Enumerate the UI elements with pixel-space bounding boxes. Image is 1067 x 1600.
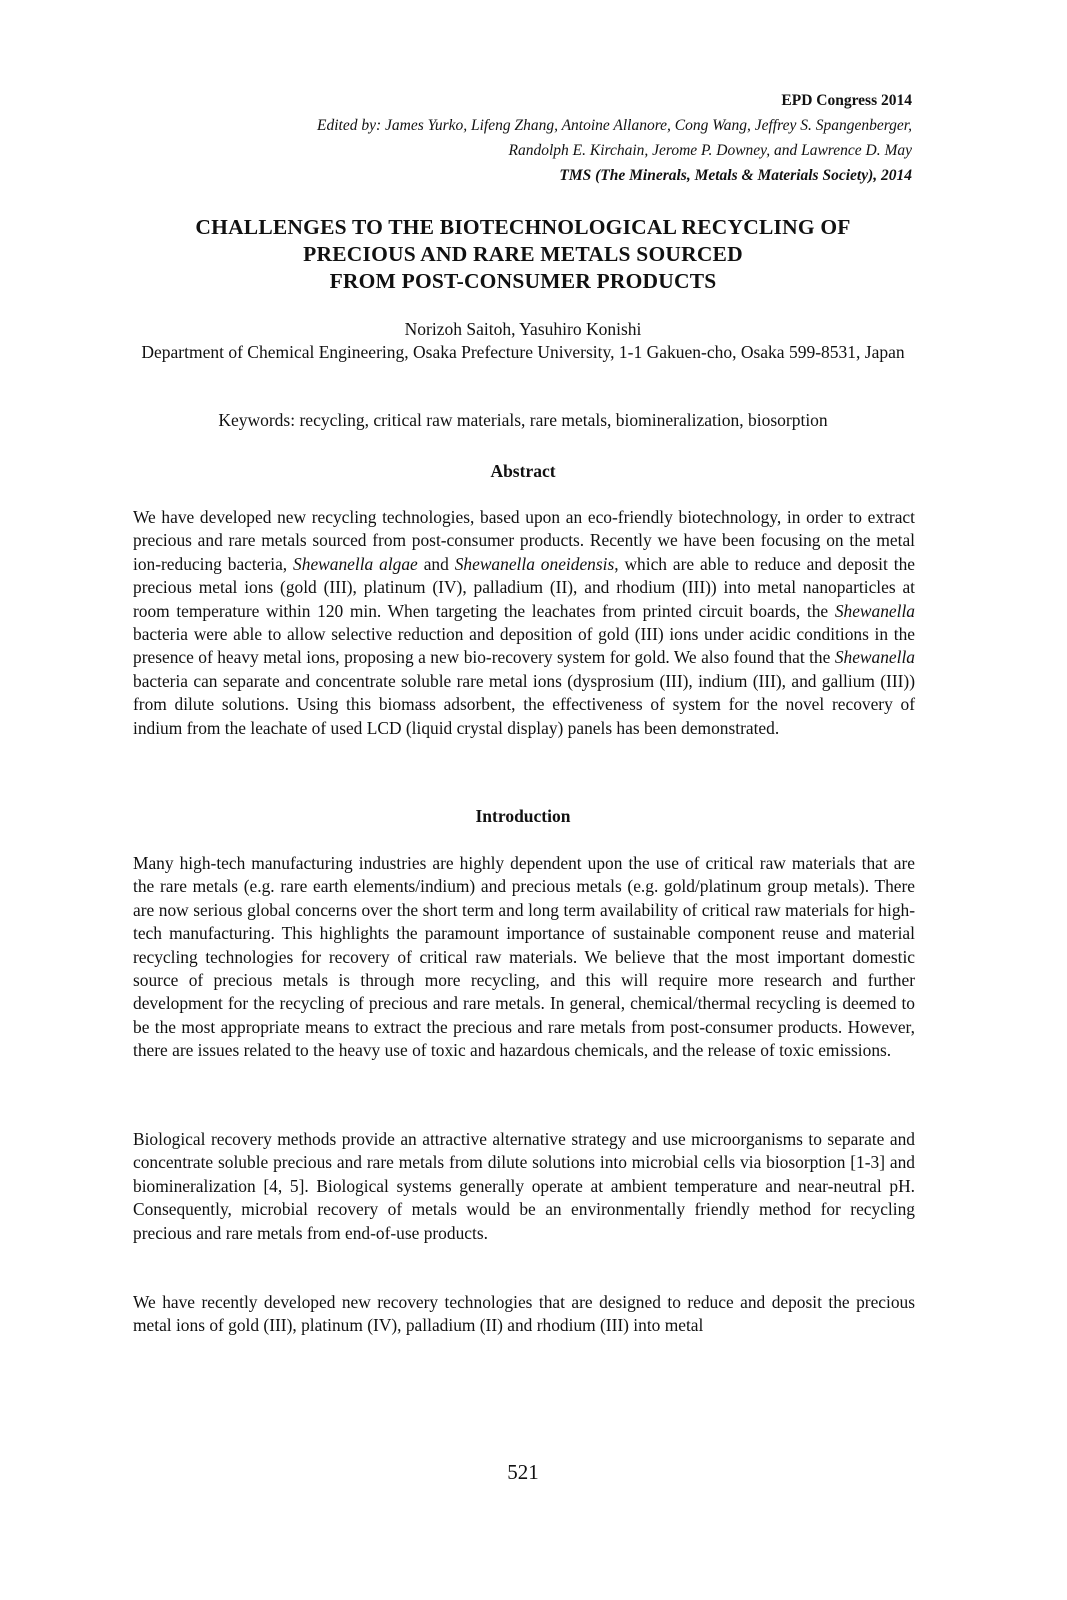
abstract-text	[133, 506, 915, 740]
introduction-heading: Introduction	[475, 806, 571, 826]
abstract-text-part: bacteria were able to allow selective reduction and deposition of gold (III) ions under acidic conditions in the presence of heavy metal ions, proposing a new bio-recovery system for gold. We also found that the	[133, 624, 915, 668]
editors-line-2: Randolph E. Kirchain, Jerome P. Downey, and Lawrence D. May	[508, 142, 912, 159]
abstract-text-part: , which are able to reduce and deposit the precious metal ions (gold (III), platinum (IV), palladium (II), and rhodium (III)) into metal nanoparticles at room temperature within 120 min. When targeting the leachates from printed circuit boards, the	[133, 553, 915, 621]
genus-name: Shewanella	[834, 647, 915, 668]
author-names: Norizoh Saitoh, Yasuhiro Konishi	[404, 319, 642, 339]
paper-title	[133, 214, 913, 295]
abstract-text-part: We have developed new recycling technologies, based upon an eco-friendly biotechnology, in order to extract precious and rare metals sourced from post-consumer products. Recently we have been focusing on the metal ion-reducing bacteria,	[133, 507, 915, 574]
title-line-2: PRECIOUS AND RARE METALS SOURCED	[303, 242, 743, 266]
title-line-1: CHALLENGES TO THE BIOTECHNOLOGICAL RECYCLING OF	[195, 215, 851, 239]
conference-name: EPD Congress 2014	[781, 92, 912, 109]
editors-line-1: Edited by: James Yurko, Lifeng Zhang, Antoine Allanore, Cong Wang, Jeffrey S. Spangenberger,	[317, 117, 912, 134]
genus-name: Shewanella	[834, 600, 915, 621]
conference-header	[152, 88, 912, 188]
author-block	[133, 318, 913, 364]
species-name: Shewanella algae	[293, 553, 418, 574]
abstract-text-part: bacteria can separate and concentrate soluble rare metal ions (dysprosium (III), indium (III), and gallium (III)) from dilute solutions. Using this biomass adsorbent, the effectiveness of system for the novel recovery of indium from the leachate of used LCD (liquid crystal display) panels has been demonstrated.	[133, 670, 915, 738]
publisher-line: TMS (The Minerals, Metals & Materials Society), 2014	[559, 167, 912, 184]
page-number: 521	[507, 1460, 539, 1484]
abstract-text-part: and	[417, 553, 455, 574]
species-name: Shewanella oneidensis	[454, 553, 615, 574]
intro-paragraph-3: We have recently developed new recovery technologies that are designed to reduce and deposit the precious metal ions of gold (III), platinum (IV), palladium (II) and rhodium (III) into metal	[133, 1292, 915, 1336]
author-affiliation: Department of Chemical Engineering, Osaka Prefecture University, 1-1 Gakuen-cho, Osaka 599-8531, Japan	[141, 342, 905, 362]
title-line-3: FROM POST-CONSUMER PRODUCTS	[329, 269, 717, 293]
intro-paragraph-1: Many high-tech manufacturing industries are highly dependent upon the use of critical raw materials that are the rare metals (e.g. rare earth elements/indium) and precious metals (e.g. gold/platinum group metals). There are now serious global concerns over the short term and long term availability of critical raw materials for high-tech manufacturing. This highlights the paramount importance of sustainable component reuse and material recycling technologies for recovery of critical raw materials. We believe that the most important domestic source of precious metals is through more recycling, and this will require more research and further development for the recycling of precious and rare metals. In general, chemical/thermal recycling is deemed to be the most appropriate means to extract the precious and rare metals from post-consumer products. However, there are issues related to the heavy use of toxic and hazardous chemicals, and the release of toxic emissions.	[133, 853, 915, 1061]
abstract-heading: Abstract	[490, 461, 556, 481]
intro-paragraph-2: Biological recovery methods provide an attractive alternative strategy and use microorganisms to separate and concentrate soluble precious and rare metals from dilute solutions into microbial cells via biosorption [1-3] and biomineralization [4, 5]. Biological systems generally operate at ambient temperature and near-neutral pH. Consequently, microbial recovery of metals would be an environmentally friendly method for recycling precious and rare metals from end-of-use products.	[133, 1129, 915, 1243]
keywords: Keywords: recycling, critical raw materials, rare metals, biomineralization, biosorption	[218, 410, 828, 430]
